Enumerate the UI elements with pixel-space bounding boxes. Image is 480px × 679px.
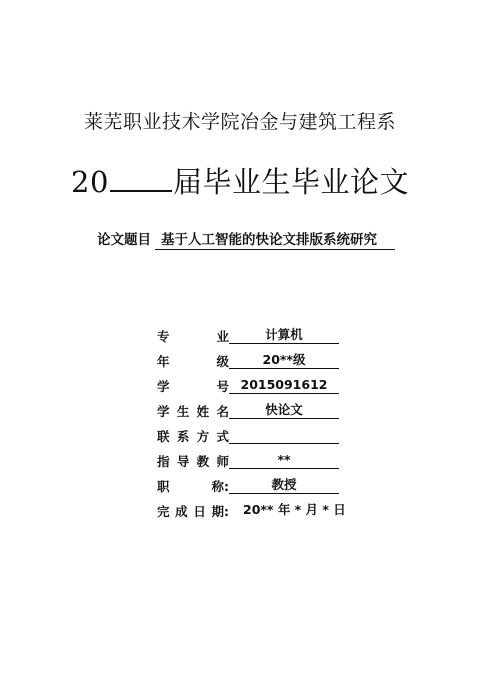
field-value: 计算机 xyxy=(229,327,339,344)
field-label: 联 系 方 式 xyxy=(157,429,229,444)
topic-value: 基于人工智能的快论文排版系统研究 xyxy=(155,228,395,250)
field-label: 职 称: xyxy=(157,479,229,494)
field-value: 2015091612 xyxy=(229,377,339,394)
field-value: 20**级 xyxy=(229,352,339,369)
field-value: 20** 年 * 月 * 日 xyxy=(243,502,346,517)
title-prefix: 20 xyxy=(71,165,109,199)
field-label: 专 业 xyxy=(157,329,229,344)
title-suffix: 届毕业生毕业论文 xyxy=(172,165,409,199)
field-label: 完 成 日 期: xyxy=(157,504,229,519)
field-value: 教授 xyxy=(229,477,339,494)
field-label: 年 级 xyxy=(157,354,229,369)
topic-label: 论文题目 xyxy=(97,232,151,248)
field-label: 指 导 教 师 xyxy=(157,454,229,469)
field-label: 学 号 xyxy=(157,379,229,394)
field-label: 学 生 姓 名 xyxy=(157,404,229,419)
field-value xyxy=(229,427,339,444)
field-value: 快论文 xyxy=(229,402,339,419)
field-value: ** xyxy=(229,452,339,469)
department-heading: 莱芜职业技术学院冶金与建筑工程系 xyxy=(83,111,396,133)
